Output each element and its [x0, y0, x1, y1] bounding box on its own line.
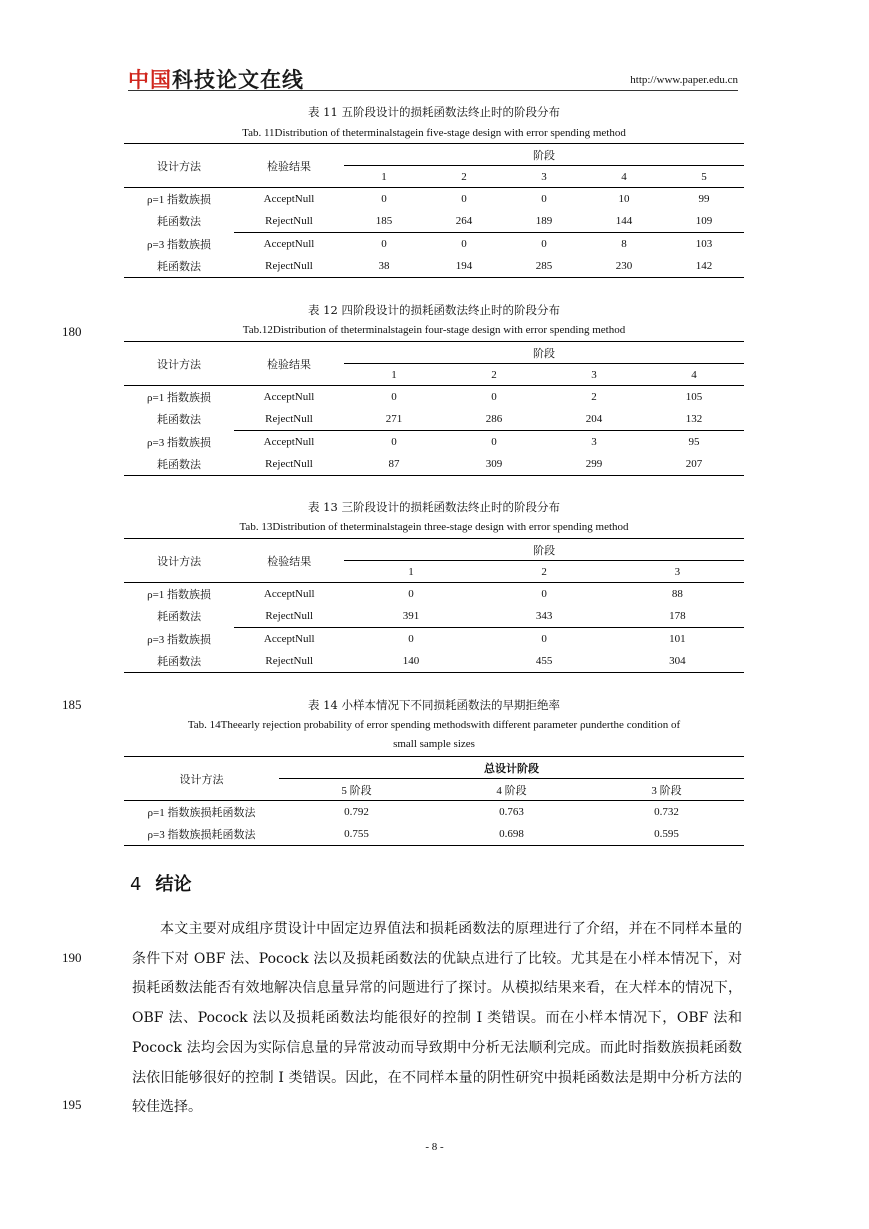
col-result-header: 检验结果 [234, 342, 344, 386]
cell: 0 [541, 238, 547, 250]
cell: 101 [669, 633, 686, 645]
cell: 95 [688, 436, 700, 448]
cell: 230 [584, 255, 664, 278]
section-title: 结论 [155, 874, 192, 895]
result-label: RejectNull [234, 453, 344, 476]
group-label: 耗函数法 [124, 453, 234, 476]
result-label: AcceptNull [263, 193, 315, 205]
page-number: - 8 - [425, 1141, 444, 1153]
group-label: ρ=1 指数族损 [147, 194, 211, 206]
section-number: 4 [130, 874, 142, 895]
stage-header: 2 [478, 561, 611, 583]
cell: 8 [621, 238, 627, 250]
cell: 0 [461, 193, 467, 205]
table-row [124, 605, 744, 628]
cell: 0 [408, 633, 414, 645]
result-label: RejectNull [234, 650, 344, 673]
table-row [124, 408, 744, 431]
row-label: ρ=1 指数族损耗函数法 [147, 807, 256, 819]
result-label: AcceptNull [263, 588, 315, 600]
cell: 99 [698, 193, 710, 205]
cell: 343 [478, 605, 611, 628]
cell: 391 [344, 605, 477, 628]
group-label: ρ=3 指数族损 [147, 238, 211, 251]
table-caption-en: Tab. 11Distribution of theterminalstagein five-stage design with error spending method [242, 127, 626, 139]
table-row [124, 386, 744, 409]
cell: 0.732 [654, 806, 679, 818]
header-url[interactable]: http://www.paper.edu.cn [630, 74, 738, 86]
row-label: ρ=3 指数族损耗函数法 [124, 823, 279, 846]
col-design-header: 设计方法 [124, 342, 234, 386]
table-row [124, 583, 744, 606]
table-row [124, 255, 744, 278]
stage-header: 3 [504, 166, 584, 188]
cell: 0 [408, 588, 414, 600]
group-label: ρ=1 指数族损 [147, 589, 212, 601]
group-label: ρ=3 指数族损 [147, 633, 212, 646]
cell: 271 [344, 408, 444, 431]
table-caption-cn: 表 11 五阶段设计的损耗函数法终止时的阶段分布 [308, 105, 560, 119]
group-label: 耗函数法 [157, 611, 202, 624]
line-number: 190 [62, 950, 82, 965]
cell: 0 [391, 436, 397, 448]
cell: 299 [544, 453, 644, 476]
cell: 304 [611, 650, 744, 673]
table-row [124, 210, 744, 233]
cell: 0 [541, 193, 547, 205]
col-design-header: 设计方法 [124, 757, 279, 801]
section-heading [130, 870, 191, 896]
cell: 207 [644, 453, 744, 476]
cell: 0.595 [589, 823, 744, 846]
table-caption-cn: 表 14 小样本情况下不同损耗函数法的早期拒绝率 [308, 698, 560, 712]
result-label: AcceptNull [263, 633, 315, 645]
cell: 105 [685, 391, 703, 403]
cell: 189 [504, 210, 584, 233]
cell: 38 [344, 255, 424, 278]
table-row [124, 650, 744, 673]
cell: 0 [381, 193, 387, 205]
cell: 10 [618, 193, 630, 205]
cell: 185 [344, 210, 424, 233]
cell: 0.755 [279, 823, 434, 846]
table-caption-en: Tab. 14Theearly rejection probability of error spending methodswith different parameter ρunderthe condition of [187, 719, 681, 731]
cell: 264 [424, 210, 504, 233]
result-label: RejectNull [234, 210, 344, 233]
stage-header: 2 [424, 166, 504, 188]
stage-header: 3 [611, 561, 744, 583]
cell: 140 [344, 650, 477, 673]
cell: 132 [644, 408, 744, 431]
conclusion-text: 本文主要对成组序贯设计中固定边界值法和损耗函数法的原理进行了介绍，并在不同样本量的条件下对 OBF 法、Pocock 法以及损耗函数法的优缺点进行了比较。尤其是在小样本情况下，对损耗函数法能否有效地解决信息量异常的问题进行了探讨。从模拟结果来看，在大样本的情况下，OBF 法、Pocock 法以及损耗函数法均能很好的控制 I 类错误。而在小样本情况下，OBF 法和 Pocock 法均会因为实际信息量的异常波动而导致期中分析无法顺利完成。而此时指数族损耗函数法依旧能够很好的控制 I 类错误。因此，在不同样本量的阴性研究中损耗函数法是期中分析方法的较佳选择。 [132, 921, 742, 1116]
stage-header: 1 [344, 561, 477, 583]
group-label: ρ=1 指数族损 [147, 392, 211, 404]
cell: 285 [504, 255, 584, 278]
journal-logo: 中国科技论文在线 [128, 68, 304, 92]
stage-header: 4 [644, 364, 744, 386]
col-design-header: 设计方法 [124, 144, 234, 188]
table-row [124, 233, 744, 256]
col-stage-header: 阶段 [344, 342, 744, 364]
group-label: 耗函数法 [157, 414, 201, 427]
cell: 0.763 [499, 806, 524, 818]
cell: 0 [541, 588, 547, 600]
cell: 0.698 [434, 823, 589, 846]
col-stage-header: 阶段 [344, 539, 744, 561]
table-caption-en: Tab. 13Distribution of theterminalstagein three-stage design with error spending method [239, 521, 629, 533]
stage-header: 3 [544, 364, 644, 386]
stage-header: 3 阶段 [589, 779, 744, 801]
table-caption-cn: 表 13 三阶段设计的损耗函数法终止时的阶段分布 [308, 500, 560, 514]
conclusion-paragraph [132, 915, 742, 1123]
cell: 0.792 [344, 806, 369, 818]
cell: 309 [444, 453, 544, 476]
col-result-header: 检验结果 [234, 539, 344, 583]
stage-header: 4 阶段 [434, 779, 589, 801]
stage-distribution-table [124, 538, 744, 673]
cell: 0 [381, 238, 387, 250]
cell: 103 [695, 238, 713, 250]
stage-header: 5 阶段 [279, 779, 434, 801]
cell: 194 [424, 255, 504, 278]
cell: 109 [664, 210, 744, 233]
stage-header: 4 [584, 166, 664, 188]
group-label: 耗函数法 [124, 255, 234, 278]
table-row [124, 801, 744, 824]
stage-header: 1 [344, 364, 444, 386]
table-row [124, 188, 744, 211]
result-label: AcceptNull [263, 391, 315, 403]
stage-header: 1 [344, 166, 424, 188]
cell: 0 [491, 391, 497, 403]
cell: 3 [591, 436, 597, 448]
early-rejection-table [124, 756, 744, 846]
line-number: 185 [62, 697, 82, 712]
table-caption-en-cont: small sample sizes [393, 738, 475, 750]
cell: 0 [541, 633, 547, 645]
table-row [124, 628, 744, 651]
result-label: RejectNull [234, 408, 344, 431]
cell: 0 [461, 238, 467, 250]
result-label: AcceptNull [263, 436, 315, 448]
cell: 455 [478, 650, 611, 673]
cell: 87 [344, 453, 444, 476]
col-stage-header: 阶段 [344, 144, 744, 166]
group-label: ρ=3 指数族损 [147, 436, 211, 449]
table-row [124, 823, 744, 846]
cell: 286 [444, 408, 544, 431]
stage-header: 2 [444, 364, 544, 386]
table-row [124, 431, 744, 454]
cell: 0 [391, 391, 397, 403]
cell: 204 [544, 408, 644, 431]
cell: 88 [671, 588, 683, 600]
result-label: RejectNull [234, 255, 344, 278]
cell: 178 [611, 605, 744, 628]
table-caption-en: Tab.12Distribution of theterminalstagein four-stage design with error spending method [242, 324, 626, 336]
cell: 2 [591, 391, 597, 403]
result-label: AcceptNull [263, 238, 315, 250]
stage-header: 5 [664, 166, 744, 188]
col-total-header: 总设计阶段 [279, 757, 744, 779]
cell: 142 [664, 255, 744, 278]
group-label: 耗函数法 [124, 650, 234, 673]
cell: 0 [491, 436, 497, 448]
table-row [124, 453, 744, 476]
col-result-header: 检验结果 [234, 144, 344, 188]
line-number: 195 [62, 1097, 82, 1112]
line-number: 180 [62, 324, 82, 339]
table-caption-cn: 表 12 四阶段设计的损耗函数法终止时的阶段分布 [308, 303, 560, 317]
cell: 144 [584, 210, 664, 233]
stage-distribution-table [124, 143, 744, 278]
stage-distribution-table [124, 341, 744, 476]
group-label: 耗函数法 [157, 216, 201, 229]
result-label: RejectNull [234, 605, 344, 628]
col-design-header: 设计方法 [124, 539, 234, 583]
header-rule [128, 90, 738, 91]
